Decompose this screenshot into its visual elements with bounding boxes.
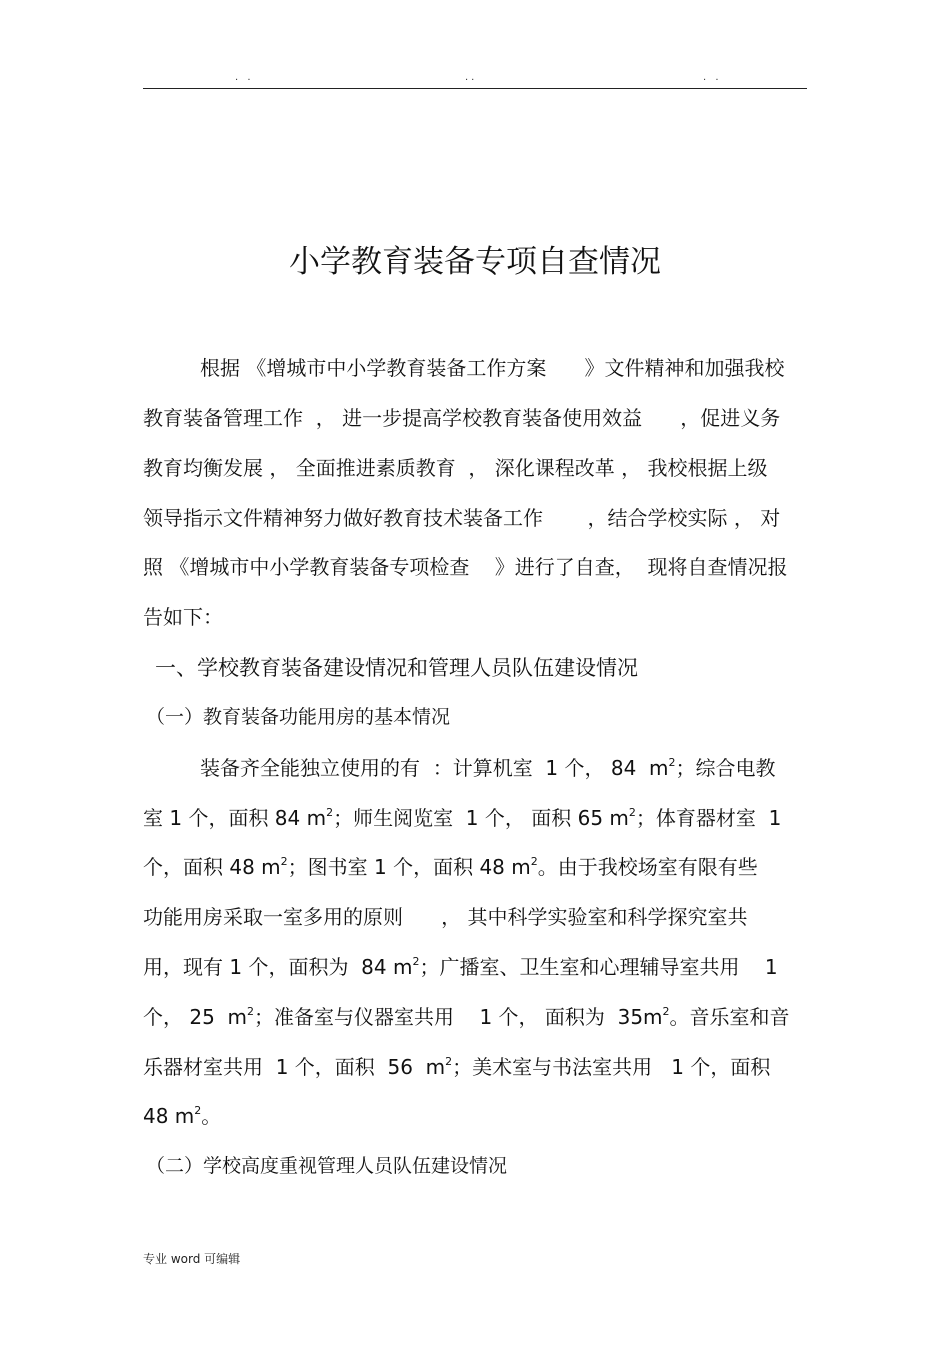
intro-line: 根据 《增城市中小学教育装备工作方案 》文件精神和加强我校 <box>200 356 785 380</box>
header-mark-center: .. <box>465 72 478 83</box>
intro-line: 领导指示文件精神努力做好教育技术装备工作 ，结合学校实际 ， 对 <box>143 506 781 530</box>
header-divider <box>143 88 807 89</box>
section-heading: 一、学校教育装备建设情况和管理人员队伍建设情况 <box>155 656 638 680</box>
rooms-line: 功能用房采取一室多用的原则 ， 其中科学实验室和科学探究室共 <box>143 905 748 929</box>
superscript: 2 <box>445 1055 453 1068</box>
superscript: 2 <box>280 855 288 868</box>
intro-line: 告如下： <box>143 605 223 629</box>
rooms-line: 用，现有 1 个，面积为 84 $m^2$；广播室、卫生室和心理辅导室共用 1 <box>143 955 778 979</box>
intro-line: 教育装备管理工作 ， 进一步提高学校教育装备使用效益 ，促进义务 <box>143 406 781 430</box>
subsection-heading: （一）教育装备功能用房的基本情况 <box>146 706 451 728</box>
rooms-line: 48 $m^2$。 <box>143 1104 222 1128</box>
rooms-line: 个， 25 $m^2$；准备室与仪器室共用 1 个， 面积为 $35m^2$。音乐室和音 <box>143 1005 790 1029</box>
rooms-line: 个，面积 48 $m^2$；图书室 1 个，面积 48 $m^2$。由于我校场室有限有些 <box>143 855 758 879</box>
subsection-heading: （二）学校高度重视管理人员队伍建设情况 <box>146 1155 508 1177</box>
superscript: 2 <box>668 756 676 769</box>
rooms-line: 装备齐全能独立使用的有 ：计算机室 1 个， 84 $m^2$；综合电教 <box>200 756 776 780</box>
header-marks <box>143 72 807 88</box>
superscript: 2 <box>662 1005 670 1018</box>
footer-note: 专业 word 可编辑 <box>143 1252 241 1266</box>
superscript: 2 <box>247 1005 255 1018</box>
document-title: 小学教育装备专项自查情况 <box>289 244 661 280</box>
superscript: 2 <box>194 1104 202 1117</box>
header-mark-left: . . <box>235 72 254 83</box>
header-mark-right: . . <box>703 72 722 83</box>
superscript: 2 <box>412 955 420 968</box>
intro-line: 教育均衡发展 ， 全面推进素质教育 ， 深化课程改革 ， 我校根据上级 <box>143 456 768 480</box>
rooms-line: 乐器材室共用 1 个，面积 56 $m^2$；美术室与书法室共用 1 个，面积 <box>143 1055 771 1079</box>
superscript: 2 <box>326 806 334 819</box>
intro-line: 照 《增城市中小学教育装备专项检查 》进行了自查， 现将自查情况报 <box>143 555 788 579</box>
rooms-line: 室 1 个，面积 84 $m^2$；师生阅览室 1 个， 面积 65 $m^2$；体育器材室 1 <box>143 806 782 830</box>
superscript: 2 <box>530 855 538 868</box>
superscript: 2 <box>628 806 636 819</box>
